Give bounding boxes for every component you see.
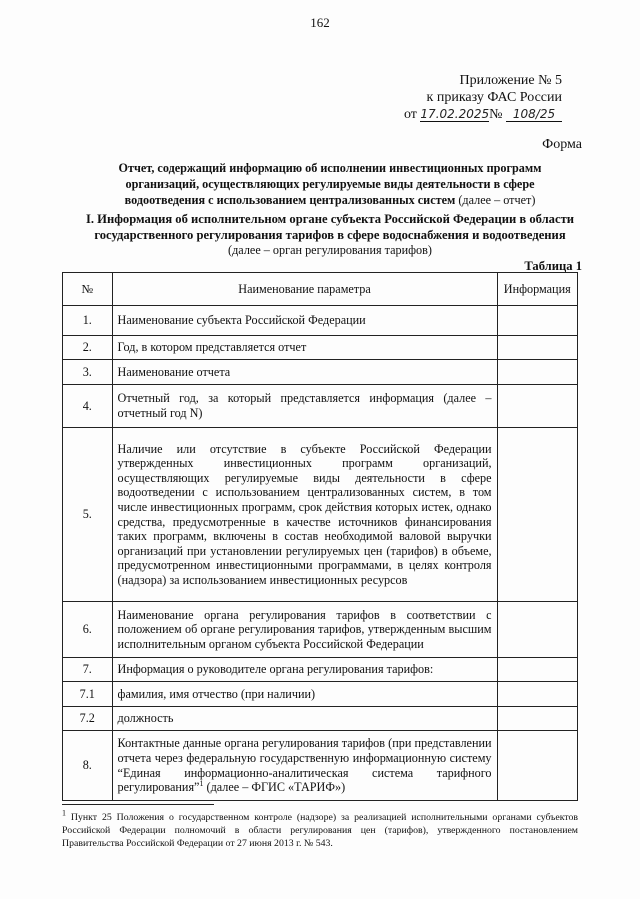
row-information — [497, 428, 577, 602]
row-number: 8. — [63, 731, 113, 801]
row-information — [497, 731, 577, 801]
footnote — [62, 808, 578, 850]
row-parameter: должность — [112, 707, 497, 731]
row-number: 7.1 — [63, 682, 113, 707]
title-suffix: (далее – отчет) — [458, 193, 536, 207]
row-number: 1. — [63, 306, 113, 336]
from-prefix: от — [403, 107, 417, 122]
title-text: Отчет, содержащий информацию об исполнении инвестиционных программ организаций, осуществляющих регулируемые виды деятельности в сфере водоотведения с использованием централизованных систем — [118, 161, 542, 207]
table-header-row — [63, 273, 578, 306]
row-information — [497, 360, 577, 385]
row-number: 4. — [63, 385, 113, 428]
footnote-reference: 1 — [199, 779, 204, 789]
parameters-table — [62, 272, 578, 801]
row-information — [497, 658, 577, 682]
row-parameter: Наличие или отсутствие в субъекте Российской Федерации утвержденных инвестиционных программ организаций, осуществляющих регулируемые виды деятельности в сфере водоотведении с использованием централизованных систем, в том числе инвестиционных программ, срок действия которых истек, однако средства, предусмотренные в качестве источников финансирования таких программ, включены в состав необходимой валовой выручки организаций при установлении регулируемых цен (тарифов) в объеме, предусмотренном инвестиционными программами, в целях контроля (надзора) за использованием инвестиционных ресурсов — [112, 428, 497, 602]
appendix-order: к приказу ФАС России — [426, 90, 562, 105]
number-sign: № — [489, 107, 503, 122]
row-information — [497, 306, 577, 336]
footnote-text: Пункт 25 Положения о государственном контроле (надзоре) за реализацией исполнительными органами субъектов Российской Федерации полномочий в области регулирования цен (тарифов), утвержденного постановлением Правительства Российской Федерации от 27 июня 2013 г. № 543. — [62, 812, 578, 849]
appendix-date-number — [342, 106, 562, 123]
row-information — [497, 385, 577, 428]
table-row — [63, 682, 578, 707]
footnote-marker: 1 — [62, 808, 66, 818]
table-row — [63, 385, 578, 428]
table-row — [63, 658, 578, 682]
row-number: 7.2 — [63, 707, 113, 731]
table-label: Таблица 1 — [524, 259, 582, 273]
section-subheading: (далее – орган регулирования тарифов) — [228, 243, 432, 257]
appendix-header — [342, 72, 562, 123]
row-number: 5. — [63, 428, 113, 602]
section-heading: I. Информация об исполнительном органе субъекта Российской Федерации в области государственного регулирования тарифов в сфере водоснабжения и водоотведения — [85, 212, 575, 242]
row-parameter: Информация о руководителе органа регулирования тарифов: — [112, 658, 497, 682]
handwritten-number: 108/25 — [506, 107, 562, 122]
footnote-divider — [62, 804, 214, 805]
table-row — [63, 360, 578, 385]
row-information — [497, 602, 577, 658]
table-row — [63, 731, 578, 801]
table-row — [63, 306, 578, 336]
appendix-title: Приложение № 5 — [459, 73, 562, 88]
row-number: 2. — [63, 336, 113, 360]
handwritten-date: 17.02.2025 — [420, 107, 490, 121]
row-parameter: Наименование органа регулирования тарифов в соответствии с положением об органе регулирования тарифов, утвержденным высшим исполнительным органом субъекта Российской Федерации — [112, 602, 497, 658]
row-number: 7. — [63, 658, 113, 682]
form-label: Форма — [542, 137, 582, 152]
row-parameter: Наименование субъекта Российской Федерации — [112, 306, 497, 336]
row-parameter: Год, в котором представляется отчет — [112, 336, 497, 360]
row-parameter: Отчетный год, за который представляется информация (далее – отчетный год N) — [112, 385, 497, 428]
row-parameter: фамилия, имя отчество (при наличии) — [112, 682, 497, 707]
header-parameter: Наименование параметра — [112, 273, 497, 306]
table-row — [63, 428, 578, 602]
row-number: 6. — [63, 602, 113, 658]
header-number: № — [63, 273, 113, 306]
page-number: 162 — [310, 15, 330, 30]
row-information — [497, 336, 577, 360]
table-row — [63, 707, 578, 731]
row-information — [497, 682, 577, 707]
table-row — [63, 336, 578, 360]
row-number: 3. — [63, 360, 113, 385]
document-title — [90, 160, 570, 208]
row-parameter: Наименование отчета — [112, 360, 497, 385]
table-row — [63, 602, 578, 658]
row-parameter-text: Контактные данные органа регулирования тарифов (при представлении отчета через федеральную государственную информационную систему “Единая информационно-аналитическая система тарифного регулирования” — [117, 736, 492, 795]
header-information: Информация — [497, 273, 577, 306]
row-information — [497, 707, 577, 731]
row-parameter-tail: (далее – ФГИС «ТАРИФ») — [203, 780, 346, 795]
row-parameter — [112, 731, 497, 801]
